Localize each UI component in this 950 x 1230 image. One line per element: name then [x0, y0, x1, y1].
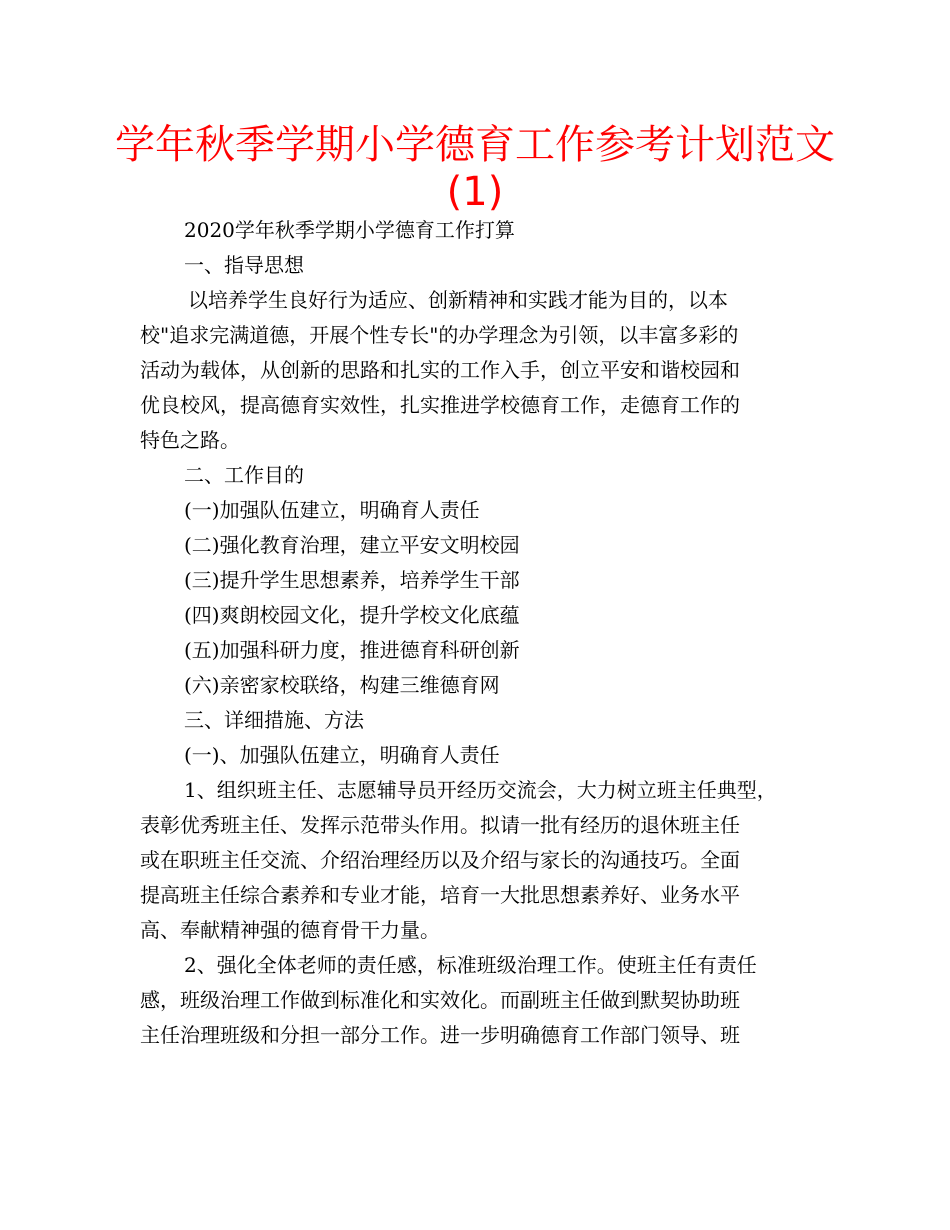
paragraph-line: 主任治理班级和分担一部分工作。进一步明确德育工作部门领导、班: [140, 1023, 740, 1047]
document-title: 学年秋季学期小学德育工作参考计划范文: [115, 122, 835, 168]
paragraph-line: 以培养学生良好行为适应、创新精神和实践才能为目的，以本: [188, 288, 728, 312]
goal-item: (六)亲密家校联络，构建三维德育网: [184, 673, 500, 697]
section-heading: 三、详细措施、方法: [184, 708, 364, 732]
section-heading: 一、指导思想: [184, 253, 304, 277]
goal-item: (四)爽朗校园文化，提升学校文化底蕴: [184, 603, 520, 627]
goal-item: (二)强化教育治理，建立平安文明校园: [184, 533, 520, 557]
subsection-heading: (一)、加强队伍建立，明确育人责任: [184, 743, 500, 767]
goal-item: (五)加强科研力度，推进德育科研创新: [184, 638, 520, 662]
paragraph-line: 或在职班主任交流、介绍治理经历以及介绍与家长的沟通技巧。全面: [140, 848, 740, 872]
paragraph-line: 表彰优秀班主任、发挥示范带头作用。拟请一批有经历的退休班主任: [140, 813, 740, 837]
paragraph-line: 1、组织班主任、志愿辅导员开经历交流会，大力树立班主任典型，: [184, 778, 777, 802]
paragraph-line: 特色之路。: [140, 428, 240, 452]
document-title-continued: (1): [446, 169, 504, 215]
goal-item: (三)提升学生思想素养，培养学生干部: [184, 568, 520, 592]
paragraph-line: 提高班主任综合素养和专业才能，培育一大批思想素养好、业务水平: [140, 883, 740, 907]
paragraph-line: 2、强化全体老师的责任感，标准班级治理工作。使班主任有责任: [184, 953, 757, 977]
paragraph-line: 活动为载体，从创新的思路和扎实的工作入手，创立平安和谐校园和: [140, 358, 740, 382]
document-body: [140, 213, 820, 1053]
section-heading: 二、工作目的: [184, 463, 304, 487]
paragraph-line: 优良校风，提高德育实效性，扎实推进学校德育工作，走德育工作的: [140, 393, 740, 417]
subtitle-line: 2020学年秋季学期小学德育工作打算: [184, 218, 515, 242]
paragraph-line: 高、奉献精神强的德育骨干力量。: [140, 918, 440, 942]
paragraph-line: 感，班级治理工作做到标准化和实效化。而副班主任做到默契协助班: [140, 988, 740, 1012]
paragraph-line: 校"追求完满道德，开展个性专长"的办学理念为引领，以丰富多彩的: [140, 323, 739, 347]
goal-item: (一)加强队伍建立，明确育人责任: [184, 498, 480, 522]
